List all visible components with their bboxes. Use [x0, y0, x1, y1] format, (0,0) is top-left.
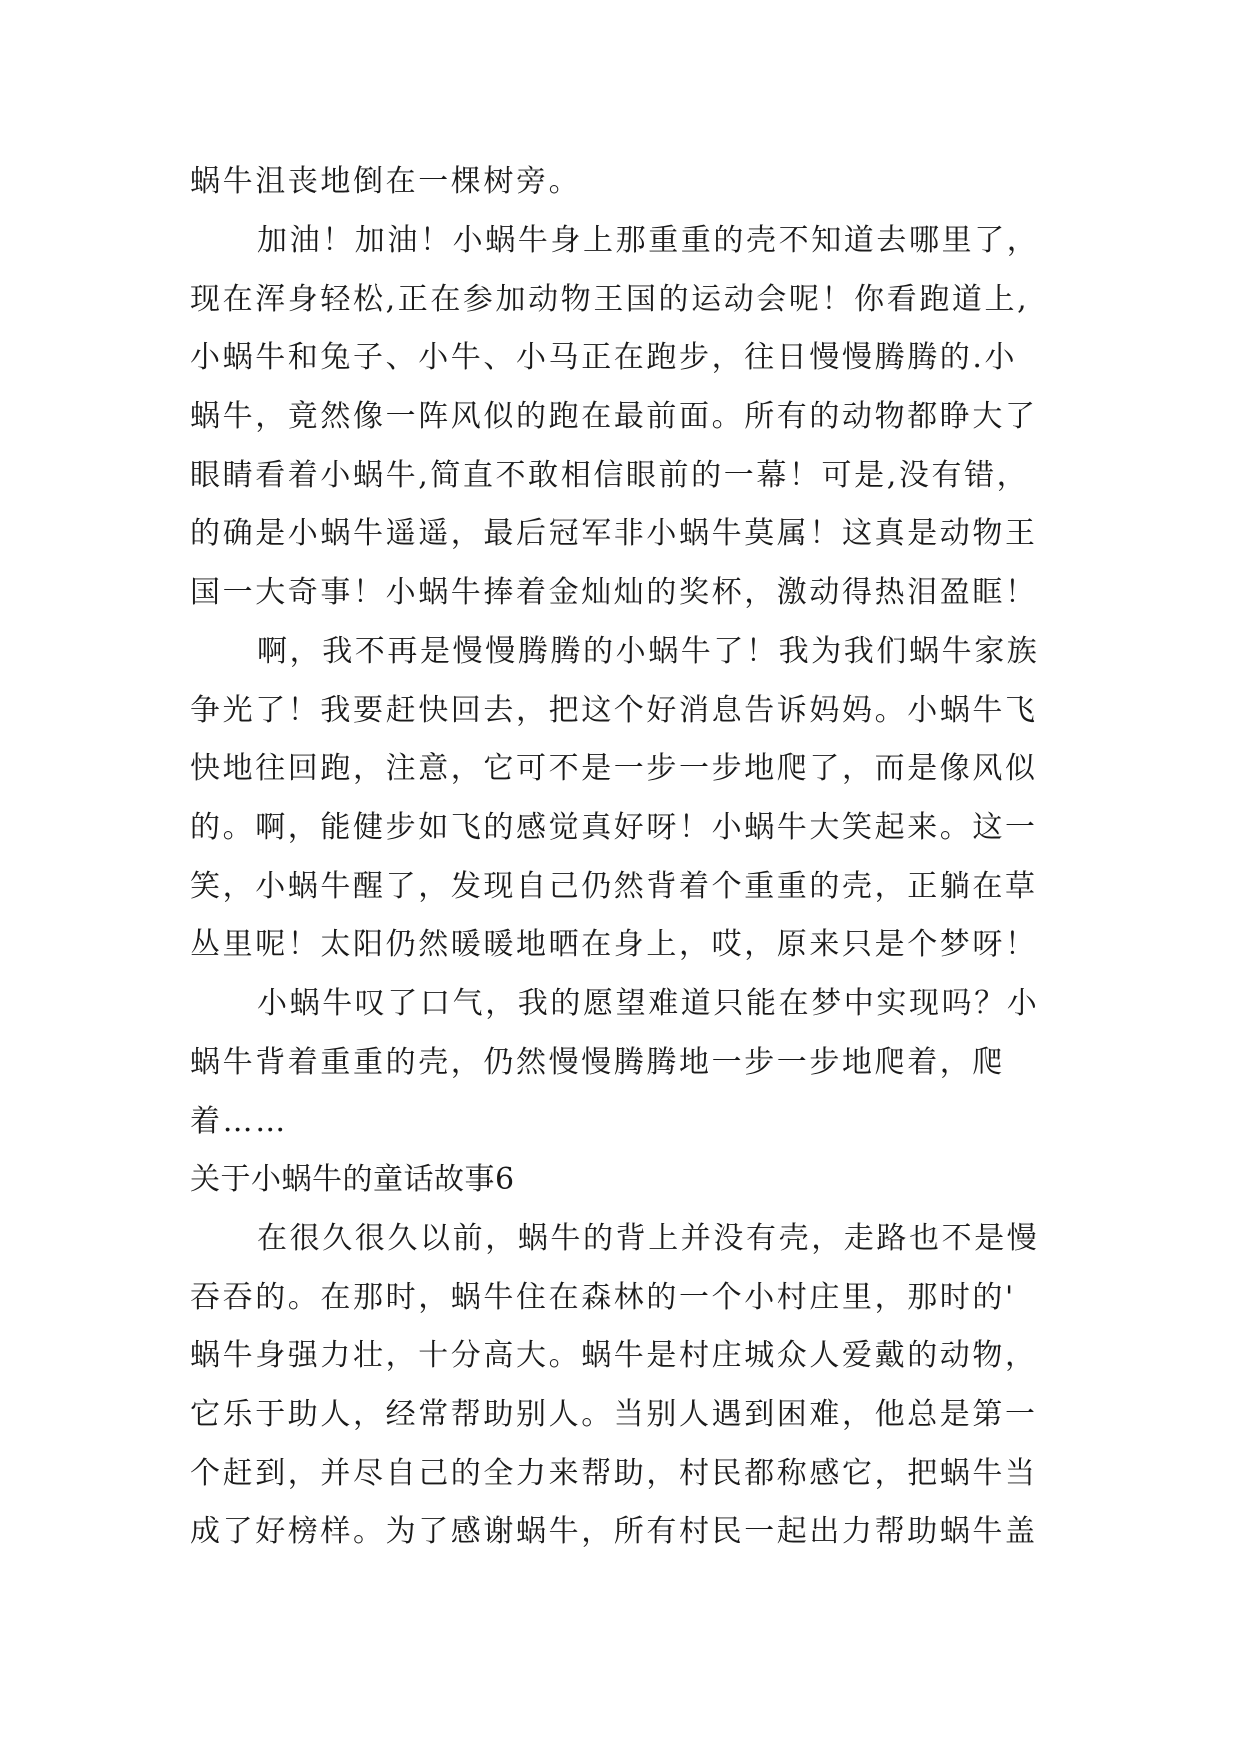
text-line: 小蜗牛叹了口气，我的愿望难道只能在梦中实现吗？小	[257, 986, 1040, 1021]
text-line: 着……	[190, 1104, 288, 1139]
text-line: 在很久很久以前，蜗牛的背上并没有壳，走路也不是慢	[257, 1221, 1040, 1256]
text-line: 个赶到，并尽自己的全力来帮助，村民都称感它，把蜗牛当	[190, 1456, 1038, 1491]
text-line: 现在浑身轻松,正在参加动物王国的运动会呢！你看跑道上,	[190, 282, 1030, 317]
section-heading: 关于小蜗牛的童话故事6	[190, 1162, 515, 1197]
text-line: 笑，小蜗牛醒了，发现自己仍然背着个重重的壳，正躺在草	[190, 869, 1038, 904]
text-line: 的。啊，能健步如飞的感觉真好呀！小蜗牛大笑起来。这一	[190, 810, 1038, 845]
text-line: 啊，我不再是慢慢腾腾的小蜗牛了！我为我们蜗牛家族	[257, 634, 1040, 669]
text-line: 它乐于助人，经常帮助别人。当别人遇到困难，他总是第一	[190, 1397, 1038, 1432]
text-line: 小蜗牛和兔子、小牛、小马正在跑步，往日慢慢腾腾的.小	[190, 340, 1018, 375]
text-line: 成了好榜样。为了感谢蜗牛，所有村民一起出力帮助蜗牛盖	[190, 1514, 1038, 1549]
text-line: 蜗牛背着重重的壳，仍然慢慢腾腾地一步一步地爬着，爬	[190, 1045, 1005, 1080]
text-line: 蜗牛沮丧地倒在一棵树旁。	[190, 164, 582, 199]
text-line: 争光了！我要赶快回去，把这个好消息告诉妈妈。小蜗牛飞	[190, 693, 1038, 728]
text-line: 眼睛看着小蜗牛,简直不敢相信眼前的一幕！可是,没有错，	[190, 458, 1030, 493]
text-line: 蜗牛，竟然像一阵风似的跑在最前面。所有的动物都睁大了	[190, 399, 1038, 434]
text-line: 国一大奇事！小蜗牛捧着金灿灿的奖杯，激动得热泪盈眶！	[190, 575, 1038, 610]
text-line: 加油！加油！小蜗牛身上那重重的壳不知道去哪里了，	[257, 223, 1040, 258]
text-line: 丛里呢！太阳仍然暖暖地晒在身上，哎，原来只是个梦呀！	[190, 927, 1038, 962]
text-line: 的确是小蜗牛遥遥，最后冠军非小蜗牛莫属！这真是动物王	[190, 516, 1038, 551]
text-line: 快地往回跑，注意，它可不是一步一步地爬了，而是像风似	[190, 751, 1038, 786]
text-line: 蜗牛身强力壮，十分高大。蜗牛是村庄城众人爱戴的动物，	[190, 1338, 1038, 1373]
text-line: 吞吞的。在那时，蜗牛住在森林的一个小村庄里，那时的'	[190, 1280, 1016, 1315]
